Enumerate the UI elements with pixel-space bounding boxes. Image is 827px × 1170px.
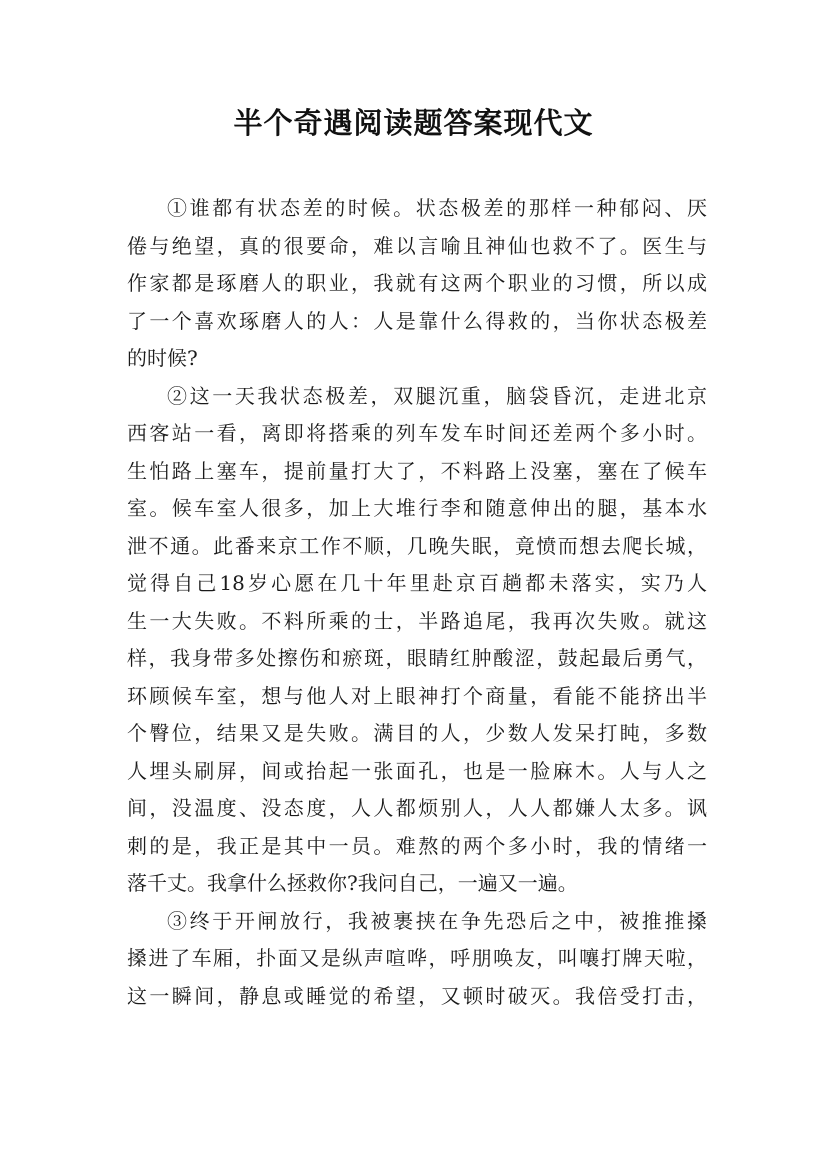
text-line: 的时候?: [127, 346, 198, 370]
text-line: 觉得自己18岁心愿在几十年里赴京百趟都未落实，实乃人: [127, 571, 707, 595]
text-line: 搡进了车厢，扑面又是纵声喧哗，呼朋唤友，叫嚷打牌天啦，: [127, 946, 707, 970]
text-line: 环顾候车室，想与他人对上眼神打个商量，看能不能挤出半: [127, 683, 707, 708]
text-line: 泄不通。此番来京工作不顺，几晚失眠，竟愤而想去爬长城，: [127, 533, 707, 558]
text-line: 样，我身带多处擦伤和瘀斑，眼睛红肿酸涩，鼓起最后勇气，: [127, 646, 707, 670]
text-line: ②这一天我状态极差，双腿沉重，脑袋昏沉，走进北京: [167, 383, 707, 408]
text-line: 了一个喜欢琢磨人的人：人是靠什么得救的，当你状态极差: [127, 308, 707, 333]
text-line: 生一大失败。不料所乘的士，半路追尾，我再次失败。就这: [127, 608, 707, 633]
text-line: 间，没温度、没态度，人人都烦别人，人人都嫌人太多。讽: [127, 796, 707, 820]
text-line: 刺的是，我正是其中一员。难熬的两个多小时，我的情绪一: [127, 833, 707, 858]
text-line: ①谁都有状态差的时候。状态极差的那样一种郁闷、厌: [167, 196, 707, 220]
text-line: 人埋头刷屏，间或抬起一张面孔，也是一脸麻木。人与人之: [127, 758, 707, 783]
text-line: ③终于开闸放行，我被裹挟在争先恐后之中，被推推搡: [167, 908, 707, 933]
text-line: 这一瞬间，静息或睡觉的希望，又顿时破灭。我倍受打击，: [127, 983, 707, 1008]
text-line: 生怕路上塞车，提前量打大了，不料路上没塞，塞在了候车: [127, 458, 707, 483]
text-line: 落千丈。我拿什么拯救你?我问自己，一遍又一遍。: [127, 871, 578, 895]
text-line: 个臀位，结果又是失败。满目的人，少数人发呆打盹，多数: [127, 721, 707, 745]
text-line: 室。候车室人很多，加上大堆行李和随意伸出的腿，基本水: [127, 496, 707, 520]
text-line: 作家都是琢磨人的职业，我就有这两个职业的习惯，所以成: [127, 271, 707, 295]
text-line: 西客站一看，离即将搭乘的列车发车时间还差两个多小时。: [127, 421, 707, 445]
document-body: [127, 190, 707, 1015]
text-line: 倦与绝望，真的很要命，难以言喻且神仙也救不了。医生与: [127, 233, 707, 258]
document-title: 半个奇遇阅读题答案现代文: [233, 106, 594, 140]
